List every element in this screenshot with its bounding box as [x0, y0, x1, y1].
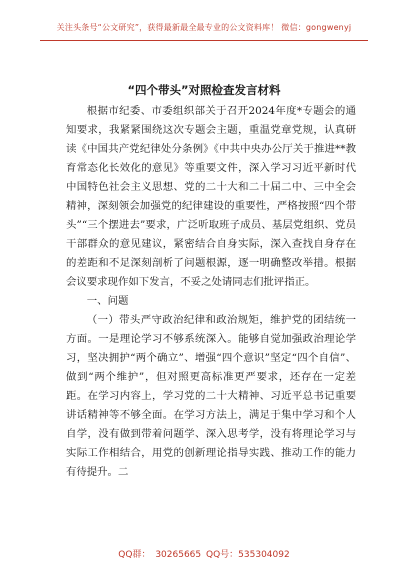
section-paragraph: （一）带头严守政治纪律和政治规矩，维护党的团结统一方面。一是理论学习不够系统深入。能够自觉加强政治理论学习，坚决拥护“两个确立”、增强“四个意识”坚定“四个自信”、做到“两个维护”，但对照更高标准更严要求，还存在一定差距。在学习内容上，学习党的二十大精神、习近平总书记重要讲话精神等不够全面。在学习方法上，满足于集中学习和个人自学，没有做到带着问题学、深入思考学，没有将理论学习与实际工作相结合，用党的创新理论指导实践、推动工作的能力有待提升。二 [66, 314, 356, 478]
section-heading: 一、问题 [86, 295, 129, 307]
header-divider [40, 40, 368, 41]
document-body [66, 102, 356, 482]
document-title: “四个带头”对照检查发言材料 [127, 83, 281, 97]
intro-paragraph: 根据市纪委、市委组织部关于召开2024年度*专题会的通知要求，我紧紧围绕这次专题会主题，重温党章党规，认真研读《中国共产党纪律处分条例》《中共中央办公厅关于推进**教育常态化长效化的意见》等重要文件，深入学习习近平新时代中国特色社会主义思想、党的二十大和二十届二中、三中全会精神，深刻领会加强党的纪律建设的重要性，严格按照“四个带头”“三个摆进去”要求，广泛听取班子成员、基层党组织、党员干部群众的意见建议，紧密结合自身实际，深入查找自身存在的差距和不足深刻剖析了问题根源，逐一明确整改举措。根据会议要求现作如下发言，不妥之处请同志们批评指正。 [66, 105, 356, 288]
header-banner: 关注头条号“公文研究”，获得最新最全最专业的公文资料库！ 微信：gongwenyj [56, 23, 352, 32]
footer-contact: QQ群： 30265665 QQ号：535304092 [118, 550, 290, 560]
